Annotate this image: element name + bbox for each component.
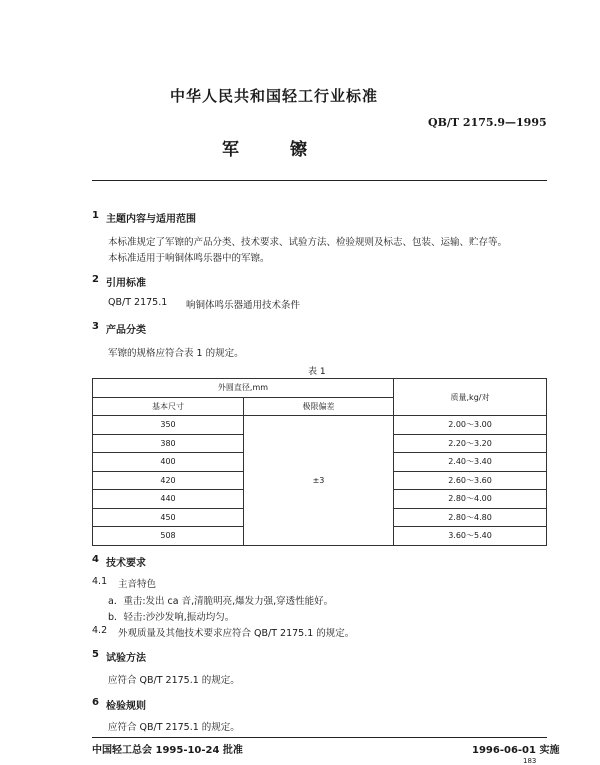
standard-category-heading: 中华人民共和国轻工行业标准 — [170, 87, 379, 105]
reference-code: QB/T 2175.1 — [108, 297, 168, 308]
mass-cell: 3.60～5.40 — [394, 527, 547, 546]
reference-title: 响铜体鸣乐器通用技术条件 — [186, 300, 301, 311]
tolerance-cell: ±3 — [244, 416, 394, 546]
size-cell: 450 — [93, 508, 244, 527]
table-header-tolerance: 极限偏差 — [244, 397, 394, 416]
mass-cell: 2.60～3.60 — [394, 471, 547, 490]
section-1-heading: 主题内容与适用范围 — [106, 214, 196, 225]
mass-cell: 2.80～4.80 — [394, 508, 547, 527]
table-header-diameter: 外圆直径,mm — [93, 379, 394, 398]
size-cell: 420 — [93, 471, 244, 490]
section-4-1-heading: 主音特色 — [118, 579, 157, 590]
section-3-heading: 产品分类 — [106, 325, 146, 336]
table-caption: 表 1 — [308, 367, 326, 377]
section-2-number: 2 — [92, 274, 99, 285]
section-2-heading: 引用标准 — [106, 278, 146, 289]
implementation-date: 1996-06-01 实施 — [472, 745, 560, 756]
section-6-heading: 检验规则 — [106, 701, 146, 712]
section-3-number: 3 — [92, 321, 99, 332]
section-4-1-item-b: b．轻击:沙沙发响,振动均匀。 — [108, 612, 235, 623]
section-4-number: 4 — [92, 554, 99, 565]
title-divider — [92, 180, 547, 181]
section-4-2-text: 外观质量及其他技术要求应符合 QB/T 2175.1 的规定。 — [118, 628, 355, 639]
section-4-heading: 技术要求 — [106, 558, 146, 569]
section-6-line: 应符合 QB/T 2175.1 的规定。 — [108, 722, 240, 733]
mass-cell: 2.00～3.00 — [394, 416, 547, 435]
section-4-2-number: 4.2 — [92, 625, 108, 636]
spec-table — [92, 378, 547, 546]
mass-cell: 2.20～3.20 — [394, 434, 547, 453]
document-title-char-1: 军 — [222, 140, 239, 160]
section-5-heading: 试验方法 — [106, 653, 146, 664]
section-1-line-1: 本标准规定了军镲的产品分类、技术要求、试验方法、检验规则及标志、包装、运输、贮存等。 — [108, 237, 508, 248]
size-cell: 400 — [93, 453, 244, 472]
table-header-basic-size: 基本尺寸 — [93, 397, 244, 416]
size-cell: 350 — [93, 416, 244, 435]
table-row — [93, 416, 547, 435]
section-4-1-number: 4.1 — [92, 576, 108, 587]
table-header-mass: 质量,kg/对 — [394, 379, 547, 416]
page-number: 183 — [523, 757, 537, 765]
mass-cell: 2.80～4.00 — [394, 490, 547, 509]
approval-info: 中国轻工总会 1995-10-24 批准 — [92, 745, 243, 756]
section-1-line-2: 本标准适用于响铜体鸣乐器中的军镲。 — [108, 253, 270, 264]
standard-number: QB/T 2175.9—1995 — [428, 116, 547, 129]
size-cell: 440 — [93, 490, 244, 509]
section-5-line: 应符合 QB/T 2175.1 的规定。 — [108, 675, 240, 686]
mass-cell: 2.40～3.40 — [394, 453, 547, 472]
section-3-line: 军镲的规格应符合表 1 的规定。 — [108, 348, 244, 359]
section-4-1-item-a: a．重击:发出 ca 音,清脆明亮,爆发力强,穿透性能好。 — [108, 596, 334, 607]
size-cell: 508 — [93, 527, 244, 546]
section-6-number: 6 — [92, 697, 99, 708]
section-5-number: 5 — [92, 649, 99, 660]
document-title-char-2: 镲 — [290, 140, 307, 160]
footer-divider — [92, 737, 547, 738]
size-cell: 380 — [93, 434, 244, 453]
section-1-number: 1 — [92, 210, 99, 221]
